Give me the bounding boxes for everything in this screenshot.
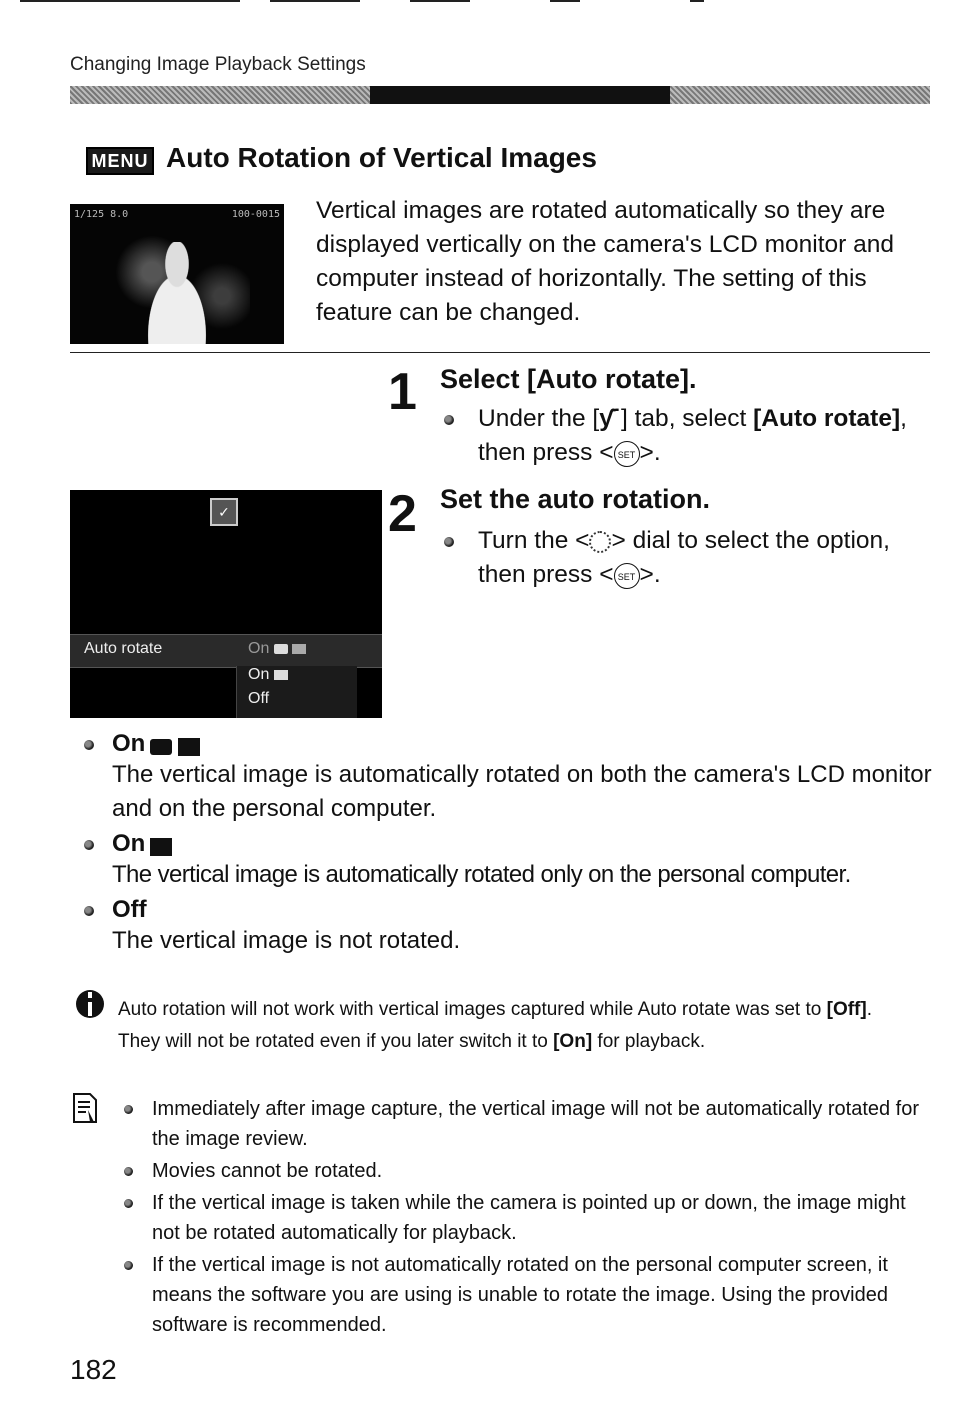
section-divider [70,352,930,353]
lcd-menu-screen [70,490,382,718]
quick-control-dial-icon [589,531,611,553]
option-description: The vertical image is automatically rotated on both the camera's LCD monitor and on the personal computer. [112,761,932,822]
caution-text-part: for playback. [592,1031,706,1052]
step-text: Turn the < [478,527,590,554]
bullet-icon [124,1105,133,1114]
bullet-icon [444,537,454,547]
option-title: On [112,830,146,857]
note-item [122,1156,922,1186]
caution-text [118,994,918,1058]
lcd-item-label: Auto rotate [84,640,163,657]
top-rule [270,0,360,2]
bullet-icon [124,1167,133,1176]
note-text: If the vertical image is taken while the camera is pointed up or down, the image might not be rotated automatically for playback. [152,1192,906,1244]
computer-icon [178,738,200,756]
caution-text-part: . They will not be rotated even if you later switch it to [118,999,872,1052]
lcd-option-text: On [248,640,270,657]
note-item [122,1250,922,1340]
notes-list [122,1094,922,1342]
step-text: ] tab, select [621,405,754,432]
note-text: Immediately after image capture, the vertical image will not be automatically rotated for the image review. [152,1098,920,1150]
bullet-icon [124,1261,133,1270]
note-text: Movies cannot be rotated. [152,1160,383,1182]
option-title: Off [112,896,147,923]
step-text: Under the [ [478,405,600,432]
option-off [84,896,934,958]
lcd-option-1 [248,640,306,658]
header-bar [70,86,930,104]
step-number-1: 1 [388,363,417,421]
top-rule [410,0,470,2]
step-number-2: 2 [388,485,417,543]
wrench-tab-icon: ✓ [210,498,238,526]
bullet-icon [444,415,454,425]
computer-icon [274,670,288,680]
page-number: 182 [70,1354,117,1385]
set-button-icon: SET [614,563,640,589]
note-item [122,1094,922,1154]
camera-icon [150,739,172,755]
option-on-computer [84,830,934,892]
step-text: >. [639,439,661,466]
intro-paragraph: Vertical images are rotated automatically so they are displayed vertically on the camera's LCD monitor and computer instead of horizontally. The setting of this feature can be changed. [316,197,894,326]
caution-text-bold: [Off] [826,999,867,1020]
lcd-option-3: Off [248,690,270,707]
caution-text-bold: [On] [553,1031,593,1052]
note-item [122,1188,922,1248]
photo-subject [132,242,222,344]
step-body-2 [444,524,914,592]
sample-photo [70,204,284,344]
step-title-2: Set the auto rotation. [440,484,710,514]
step-title-1: Select [Auto rotate]. [440,364,697,394]
top-rule [20,0,240,2]
step-body-1 [444,402,914,470]
step-text: > dial to select the option, then press < [478,527,890,588]
top-rule [690,0,704,2]
step-text: >. [639,561,661,588]
section-title: Auto Rotation of Vertical Images [166,142,597,173]
bullet-icon [84,840,94,850]
lcd-option-2 [248,666,288,684]
set-button-icon: SET [614,441,640,467]
note-text: If the vertical image is not automatically rotated on the personal computer screen, it means the software you are using is unable to rotate the image. Using the provided software is recommended. [152,1254,888,1336]
wrench-tab-icon: ƴ˙ [599,405,622,432]
caution-icon [74,988,106,1020]
computer-icon [150,838,172,856]
running-header: Changing Image Playback Settings [70,54,366,75]
lcd-option-text: On [248,666,270,683]
photo-osd-left: 1/125 8.0 [74,209,129,220]
option-description: The vertical image is automatically rotated only on the personal computer. [112,861,851,888]
photo-osd-right: 100-0015 [231,209,280,220]
option-description: The vertical image is not rotated. [112,927,461,954]
option-list-descriptions [84,730,934,958]
camera-icon [274,644,288,654]
top-rule [550,0,580,2]
menu-icon: MENU [86,147,154,175]
note-icon [72,1092,98,1124]
computer-icon [292,644,306,654]
option-on-both [84,730,934,826]
bullet-icon [84,906,94,916]
option-title: On [112,730,146,757]
step-text-bold: [Auto rotate] [753,405,901,432]
caution-text-part: Auto rotation will not work with vertical images captured while Auto rotate was set to [118,999,827,1020]
bullet-icon [124,1199,133,1208]
step-text: , then press < [478,405,907,466]
bullet-icon [84,740,94,750]
